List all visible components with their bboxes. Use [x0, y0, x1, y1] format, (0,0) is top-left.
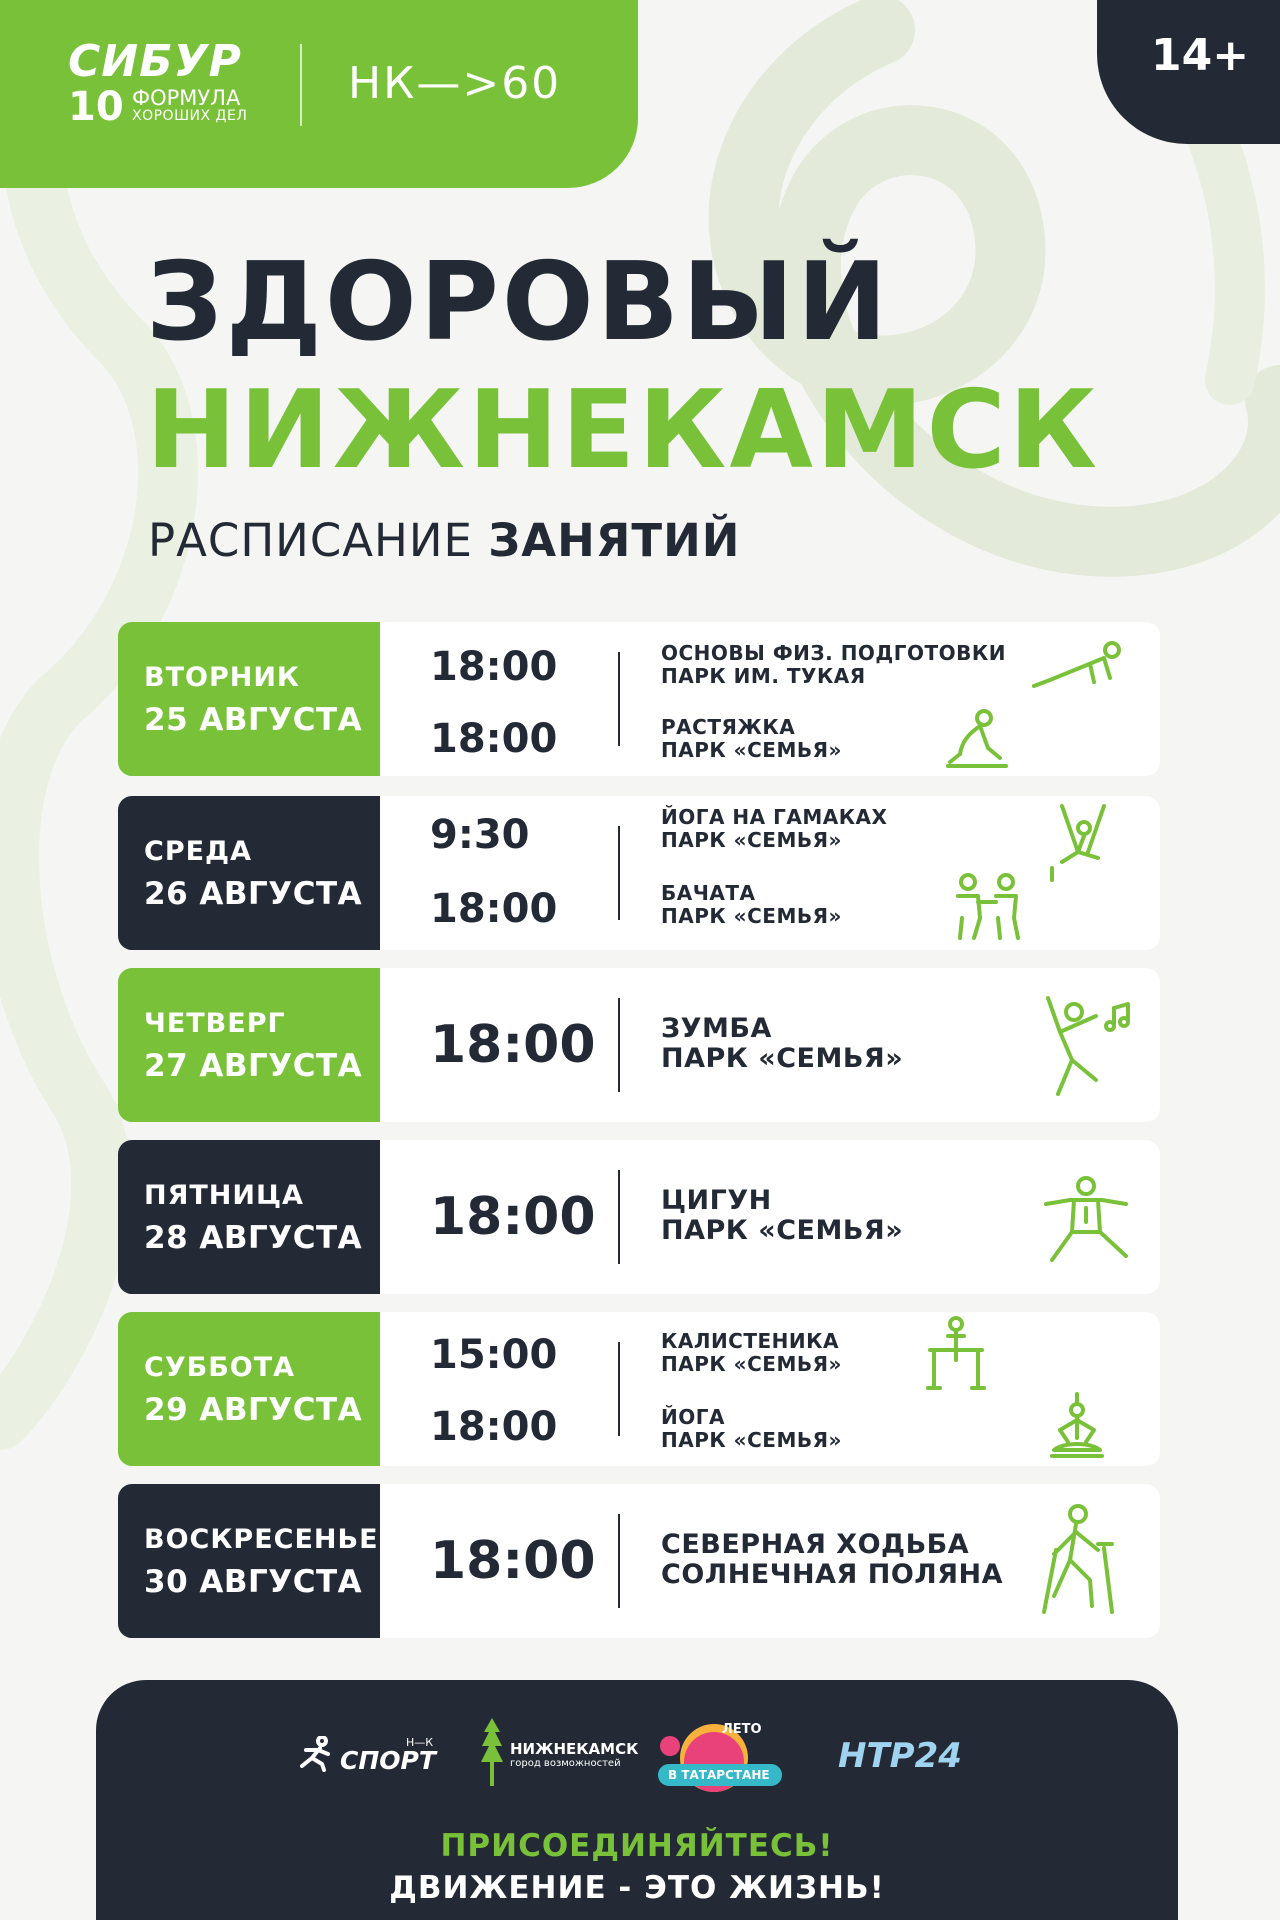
session-time: 18:00: [430, 1015, 596, 1075]
day-date: 26 АВГУСТА: [144, 876, 363, 912]
activity-place: ПАРК «СЕМЬЯ»: [661, 904, 842, 928]
day-name: ВТОРНИК: [144, 662, 301, 693]
zumba-dancer-icon: [1038, 994, 1138, 1098]
ntr24-logo: НТР24: [838, 1736, 962, 1776]
formula-word: ФОРМУЛА: [132, 86, 241, 110]
session-info: [661, 1014, 903, 1074]
divider: [618, 1170, 620, 1264]
session-time: 15:00: [430, 1332, 558, 1378]
activity-place: ПАРК «СЕМЬЯ»: [661, 1352, 842, 1376]
day-date: 25 АВГУСТА: [144, 702, 363, 738]
activity-name: ОСНОВЫ ФИЗ. ПОДГОТОВКИ: [661, 641, 1006, 665]
page-subtitle: [148, 514, 740, 567]
tree-icon: [480, 1718, 504, 1788]
sport-nk-superscript: Н—К: [406, 1736, 434, 1749]
activity-name: БАЧАТА: [661, 881, 756, 905]
day-name: СУББОТА: [144, 1352, 296, 1383]
activity-place: ПАРК «СЕМЬЯ»: [661, 738, 842, 762]
day-cell: [118, 968, 380, 1122]
formula-number: 10: [68, 84, 124, 130]
nizhnekamsk-logo: НИЖНЕКАМСК: [510, 1740, 639, 1758]
schedule-row-tuesday: [118, 622, 1160, 776]
page-title-line2: НИЖНЕКАМСК: [146, 368, 1101, 493]
subtitle-bold: ЗАНЯТИЙ: [488, 514, 741, 567]
stretching-icon: [944, 708, 1010, 770]
activity-name: ЦИГУН: [661, 1185, 772, 1216]
activity-place: ПАРК «СЕМЬЯ»: [661, 1428, 842, 1452]
schedule-row-thursday: [118, 968, 1160, 1122]
session-info: [661, 716, 842, 762]
formula-subtitle: ХОРОШИХ ДЕЛ: [132, 108, 248, 124]
activity-place: СОЛНЕЧНАЯ ПОЛЯНА: [661, 1559, 1003, 1590]
schedule-row-saturday: [118, 1312, 1160, 1466]
session-time: 18:00: [430, 716, 558, 762]
parallel-bars-icon: [924, 1316, 988, 1392]
session-time: 9:30: [430, 812, 530, 858]
runner-icon: [298, 1736, 334, 1772]
sport-nk-logo: СПОРТ: [340, 1746, 436, 1775]
nordic-walking-icon: [1038, 1504, 1128, 1616]
activity-name: ЙОГА: [661, 1405, 725, 1429]
divider: [618, 998, 620, 1092]
age-rating-text: 14+: [1151, 30, 1250, 81]
day-name: ВОСКРЕСЕНЬЕ: [144, 1524, 379, 1555]
age-rating-badge: [1097, 0, 1280, 144]
session-time: 18:00: [430, 1531, 596, 1591]
qigong-icon: [1040, 1176, 1132, 1266]
divider: [618, 652, 620, 746]
divider: [618, 1342, 620, 1436]
day-date: 29 АВГУСТА: [144, 1392, 363, 1428]
day-name: СРЕДА: [144, 836, 252, 867]
session-time: 18:00: [430, 1404, 558, 1450]
activity-place: ПАРК «СЕМЬЯ»: [661, 828, 842, 852]
day-cell: [118, 1484, 380, 1638]
session-info: [661, 882, 842, 928]
subtitle-regular: РАСПИСАНИЕ: [148, 514, 473, 567]
session-info: [661, 1186, 903, 1246]
nizhnekamsk-logo-subtitle: город возможностей: [510, 1758, 621, 1769]
day-cell: [118, 796, 380, 950]
activity-name: КАЛИСТЕНИКА: [661, 1329, 839, 1353]
day-cell: [118, 622, 380, 776]
page-title-line1: ЗДОРОВЫЙ: [146, 240, 891, 365]
day-name: ПЯТНИЦА: [144, 1180, 304, 1211]
dancing-couple-icon: [950, 872, 1026, 942]
leto-label: ЛЕТО: [722, 1722, 762, 1737]
session-time: 18:00: [430, 644, 558, 690]
footer-slogan: ДВИЖЕНИЕ - ЭТО ЖИЗНЬ!: [389, 1870, 885, 1906]
day-date: 27 АВГУСТА: [144, 1048, 363, 1084]
leto-v-tatarstane-logo: [656, 1720, 782, 1796]
activity-name: РАСТЯЖКА: [661, 715, 796, 739]
day-cell: [118, 1140, 380, 1294]
footer-call-to-action: ПРИСОЕДИНЯЙТЕСЬ!: [440, 1828, 834, 1864]
day-date: 30 АВГУСТА: [144, 1564, 363, 1600]
session-info: [661, 1530, 1003, 1590]
aerial-yoga-icon: [1048, 802, 1118, 882]
session-info: [661, 1406, 842, 1452]
session-time: 18:00: [430, 886, 558, 932]
sibur-logo: СИБУР: [68, 36, 242, 87]
activity-place: ПАРК «СЕМЬЯ»: [661, 1043, 904, 1074]
session-time: 18:00: [430, 1187, 596, 1247]
plank-icon: [1030, 638, 1130, 694]
activity-name: ЙОГА НА ГАМАКАХ: [661, 805, 888, 829]
schedule-row-sunday: [118, 1484, 1160, 1638]
session-info: [661, 806, 887, 852]
day-name: ЧЕТВЕРГ: [144, 1008, 286, 1039]
activity-name: ЗУМБА: [661, 1013, 772, 1044]
activity-place: ПАРК ИМ. ТУКАЯ: [661, 664, 866, 688]
activity-name: СЕВЕРНАЯ ХОДЬБА: [661, 1529, 970, 1560]
schedule-row-friday: [118, 1140, 1160, 1294]
activity-place: ПАРК «СЕМЬЯ»: [661, 1215, 904, 1246]
day-date: 28 АВГУСТА: [144, 1220, 363, 1256]
nk-60-logo: НК—>60: [348, 58, 562, 109]
schedule-row-wednesday: [118, 796, 1160, 950]
brand-header: [0, 0, 638, 188]
day-cell: [118, 1312, 380, 1466]
leto-subtitle: В ТАТАРСТАНЕ: [668, 1768, 770, 1782]
session-info: [661, 1330, 842, 1376]
footer-panel: [96, 1680, 1178, 1920]
session-info: [661, 642, 1006, 688]
divider: [618, 826, 620, 920]
divider: [618, 1514, 620, 1608]
lotus-yoga-icon: [1048, 1390, 1106, 1460]
brand-divider: [300, 44, 302, 126]
